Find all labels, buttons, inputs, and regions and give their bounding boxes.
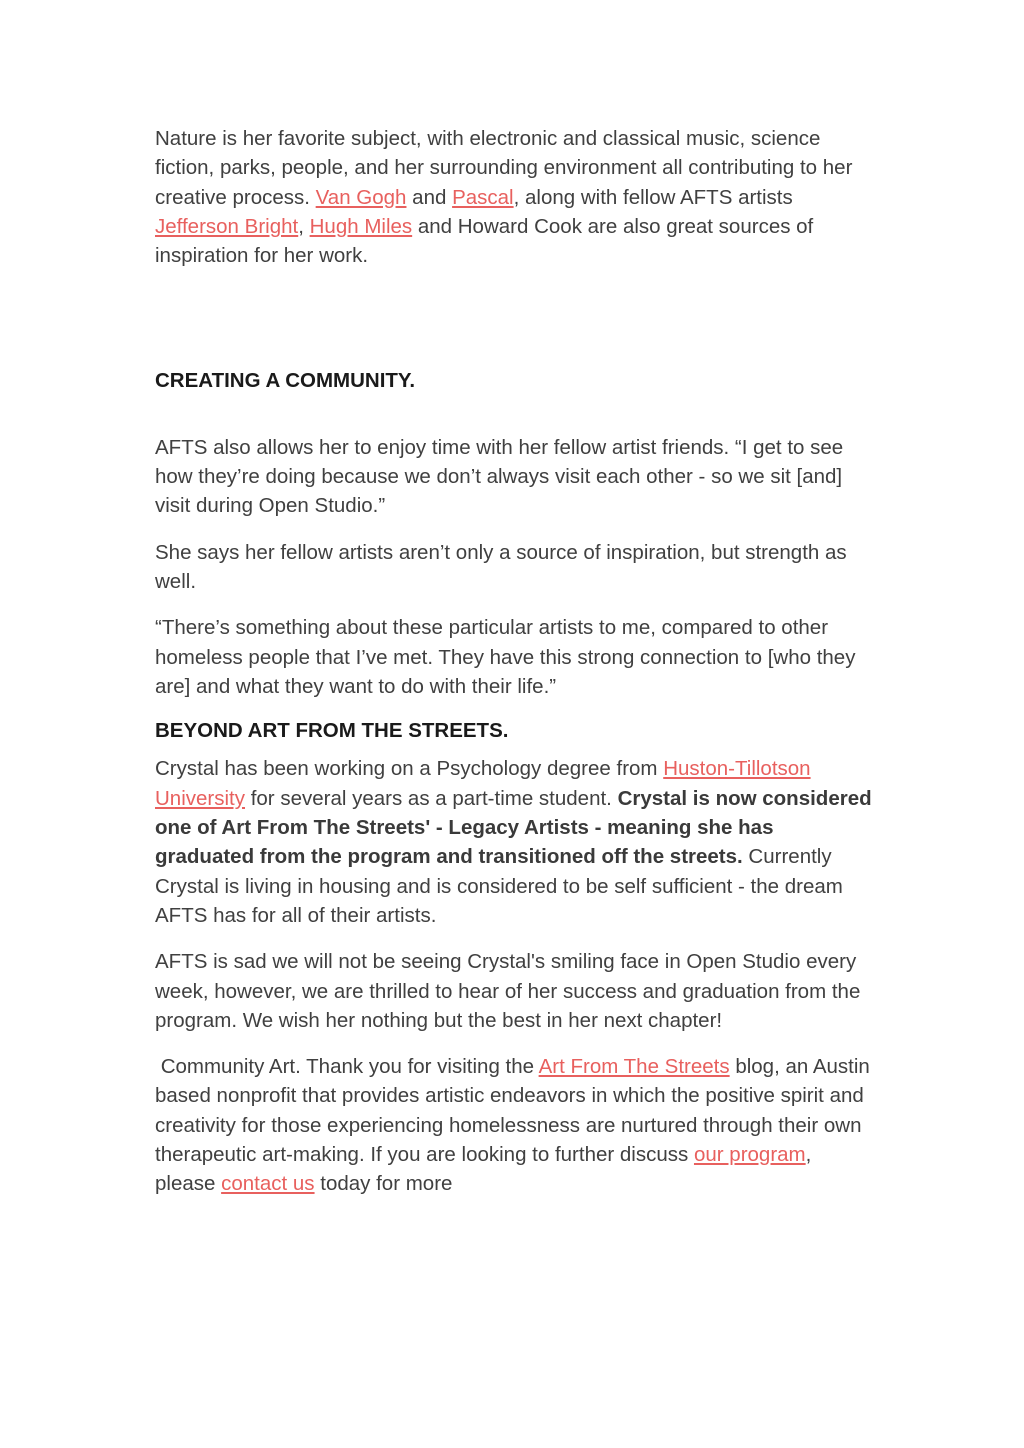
link-pascal[interactable]: Pascal bbox=[452, 185, 514, 209]
text-span: for several years as a part-time student. bbox=[245, 786, 618, 810]
paragraph-closing bbox=[155, 1052, 875, 1198]
text-span: Crystal has been working on a Psychology degree from bbox=[155, 757, 664, 781]
text-span: and Howard Cook are also great sources of inspiration for her work. bbox=[155, 214, 814, 268]
text-span: Currently Crystal is living in housing and is considered to be self sufficient - the dream AFTS has for all of their artists. bbox=[155, 845, 843, 927]
paragraph-sad: AFTS is sad we will not be seeing Crystal's smiling face in Open Studio every week, however, we are thrilled to hear of her success and graduation from the program. We wish her nothing but the best in her next chapter! bbox=[155, 950, 861, 1032]
link-van-gogh[interactable]: Van Gogh bbox=[315, 185, 407, 209]
paragraph-afts-allows: AFTS also allows her to enjoy time with her fellow artist friends. “I get to see how they’re doing because we don’t always visit each other - so we sit [and] visit during Open Studio.” bbox=[155, 435, 844, 518]
heading-creating-community: CREATING A COMMUNITY. bbox=[155, 369, 416, 393]
text-span: blog, an Austin based nonprofit that provides artistic endeavors in which the positive spirit and creativity for those experiencing homelessness are nurtured through their own therapeutic art-making. If you are looking to further discuss bbox=[155, 1055, 876, 1167]
paragraph-nature bbox=[155, 124, 875, 270]
text-span: and bbox=[406, 185, 453, 209]
link-hugh-miles[interactable]: Hugh Miles bbox=[309, 214, 413, 238]
heading-beyond-art: BEYOND ART FROM THE STREETS. bbox=[155, 719, 509, 743]
text-span: , please bbox=[155, 1143, 818, 1196]
link-huston-tillotson[interactable]: Huston-Tillotson University bbox=[155, 757, 811, 810]
paragraph-quote: “There’s something about these particular artists to me, compared to other homeless people that I’ve met. They have this strong connection to [who they are] and what they want to do with their life.” bbox=[155, 616, 856, 698]
text-span: today for more bbox=[314, 1172, 453, 1196]
text-span: , bbox=[298, 214, 310, 238]
link-art-from-the-streets[interactable]: Art From The Streets bbox=[538, 1055, 730, 1079]
paragraph-crystal bbox=[155, 754, 875, 930]
document-page bbox=[155, 124, 875, 1199]
link-contact-us[interactable]: contact us bbox=[221, 1172, 315, 1196]
text-span: Nature is her favorite subject, with electronic and classical music, science fiction, parks, people, and her surrounding environment all contributing to her creative process. bbox=[155, 127, 853, 209]
link-our-program[interactable]: our program bbox=[693, 1143, 806, 1167]
text-span: , along with fellow AFTS artists bbox=[513, 185, 793, 209]
bold-legacy-artists: Crystal is now considered one of Art From The Streets' - Legacy Artists - meaning she has graduated from the program and transitioned off the streets. bbox=[155, 786, 872, 869]
text-span: Community Art. Thank you for visiting the bbox=[155, 1055, 539, 1079]
paragraph-strength: She says her fellow artists aren’t only a source of inspiration, but strength as well. bbox=[155, 540, 847, 593]
link-jefferson-bright[interactable]: Jefferson Bright bbox=[155, 214, 299, 238]
